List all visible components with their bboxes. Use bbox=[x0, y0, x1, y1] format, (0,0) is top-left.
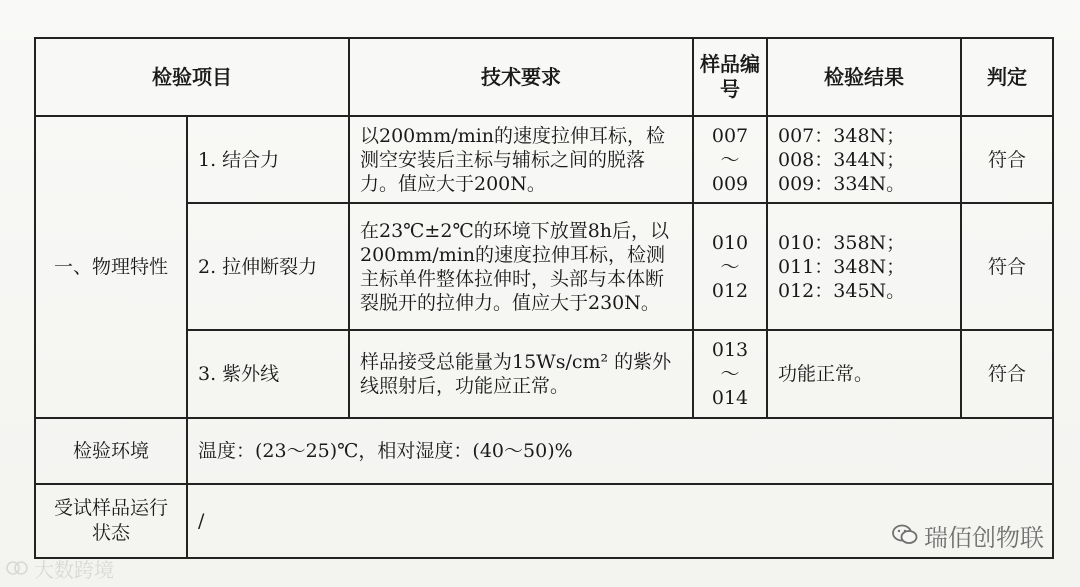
item-cell: 1. 结合力 bbox=[187, 116, 349, 203]
inspection-table bbox=[34, 37, 1054, 559]
requirement-cell: 在23℃±2℃的环境下放置8h后，以200mm/min的速度拉伸耳标，检测主标单件整体拉伸时，头部与本体断裂脱开的拉伸力。值应大于230N。 bbox=[349, 203, 693, 330]
environment-value: 温度：(23～25)℃，相对湿度：(40～50)% bbox=[187, 418, 1053, 484]
result-cell: 功能正常。 bbox=[767, 330, 961, 418]
environment-label: 检验环境 bbox=[35, 418, 187, 484]
wechat-icon bbox=[892, 524, 918, 551]
table-row bbox=[35, 330, 1053, 418]
status-label: 受试样品运行状态 bbox=[35, 484, 187, 558]
result-cell: 007：348N； 008：344N； 009：334N。 bbox=[767, 116, 961, 203]
header-item: 检验项目 bbox=[35, 38, 349, 116]
sample-cell: 010 ～ 012 bbox=[693, 203, 767, 330]
table-header-row bbox=[35, 38, 1053, 116]
header-sample: 样品编号 bbox=[693, 38, 767, 116]
sample-cell: 013 ～ 014 bbox=[693, 330, 767, 418]
logo-icon bbox=[6, 558, 28, 582]
watermark-right: 瑞佰创物联 bbox=[892, 518, 1044, 553]
header-result: 检验结果 bbox=[767, 38, 961, 116]
header-judgement: 判定 bbox=[961, 38, 1053, 116]
watermark-left: 大数跨境 bbox=[6, 554, 114, 583]
result-cell: 010：358N； 011：348N； 012：345N。 bbox=[767, 203, 961, 330]
category-cell: 一、物理特性 bbox=[35, 116, 187, 418]
status-value: / bbox=[187, 484, 1053, 558]
judgement-cell: 符合 bbox=[961, 116, 1053, 203]
requirement-cell: 样品接受总能量为15Ws/cm² 的紫外线照射后，功能应正常。 bbox=[349, 330, 693, 418]
item-cell: 2. 拉伸断裂力 bbox=[187, 203, 349, 330]
sample-cell: 007 ～ 009 bbox=[693, 116, 767, 203]
header-requirement: 技术要求 bbox=[349, 38, 693, 116]
judgement-cell: 符合 bbox=[961, 330, 1053, 418]
table-row bbox=[35, 203, 1053, 330]
table-row bbox=[35, 116, 1053, 203]
requirement-cell: 以200mm/min的速度拉伸耳标，检测空安装后主标与辅标之间的脱落力。值应大于200N。 bbox=[349, 116, 693, 203]
environment-row bbox=[35, 418, 1053, 484]
item-cell: 3. 紫外线 bbox=[187, 330, 349, 418]
judgement-cell: 符合 bbox=[961, 203, 1053, 330]
